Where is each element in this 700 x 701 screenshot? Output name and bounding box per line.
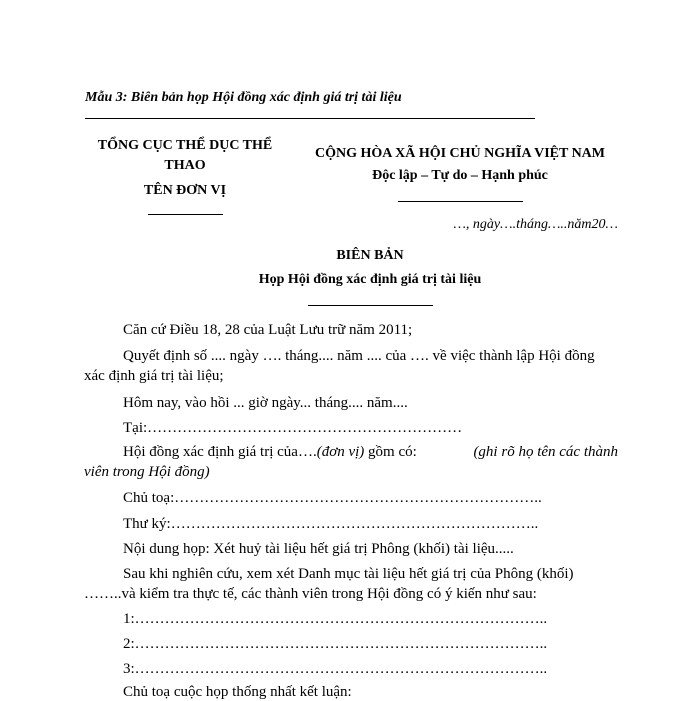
nation-motto: Độc lập – Tự do – Hạnh phúc [372,168,548,183]
meeting-time-line: Hôm nay, vào hồi ... giờ ngày... tháng.... năm.... [123,395,408,411]
conclusion-line: Chủ toạ cuộc họp thống nhất kết luận: [123,684,352,700]
meeting-content-line: Nội dung họp: Xét huỷ tài liệu hết giá trị Phông (khối) tài liệu..... [123,541,514,557]
org-name-line2: THAO [164,158,206,173]
review-paragraph-line2: ……..và kiểm tra thực tế, các thành viên trong Hội đồng có ý kiến như sau: [84,586,537,602]
council-prefix: Hội đồng xác định giá trị của…. [123,444,317,460]
header-divider [85,118,535,119]
council-note-line2: viên trong Hội đồng) [84,464,210,480]
council-unit: (đơn vị) [316,444,365,460]
document-subtitle: Họp Hội đồng xác định giá trị tài liệu [258,272,482,287]
motto-underline [398,201,523,202]
decision-paragraph-line2: xác định giá trị tài liệu; [84,368,224,384]
legal-basis-paragraph: Căn cứ Điều 18, 28 của Luật Lưu trữ năm 2011; [123,322,413,338]
date-line: …, ngày….tháng…..năm20… [453,217,618,232]
decision-paragraph-line1: Quyết định số .... ngày …. tháng.... năm .... của …. về việc thành lập Hội đồng [123,348,595,364]
meeting-place-line: Tại:……………………………………………………… [123,420,463,436]
council-members-line1 [123,444,417,461]
org-underline [148,214,223,215]
council-suffix: gồm có: [364,444,417,460]
nation-title: CỘNG HÒA XÃ HỘI CHỦ NGHĨA VIỆT NAM [314,146,605,161]
form-label: Mẫu 3: Biên bản họp Hội đồng xác định giá trị tài liệu [85,90,402,105]
chair-line: Chủ toạ:……………………………………………………………….. [123,490,542,506]
council-note-line1: (ghi rõ họ tên các thành [473,444,618,460]
unit-name: TÊN ĐƠN VỊ [143,183,227,198]
opinion-line-1: 1:……………………………………………………………………….. [123,611,548,627]
title-underline [308,305,433,306]
document-title: BIÊN BẢN [336,248,404,263]
review-paragraph-line1: Sau khi nghiên cứu, xem xét Danh mục tài liệu hết giá trị của Phông (khối) [123,566,574,582]
opinion-line-3: 3:……………………………………………………………………….. [123,661,548,677]
secretary-line: Thư ký:……………………………………………………………….. [123,516,539,532]
opinion-line-2: 2:……………………………………………………………………….. [123,636,548,652]
org-name-line1: TỔNG CỤC THỂ DỤC THỂ [97,138,273,153]
